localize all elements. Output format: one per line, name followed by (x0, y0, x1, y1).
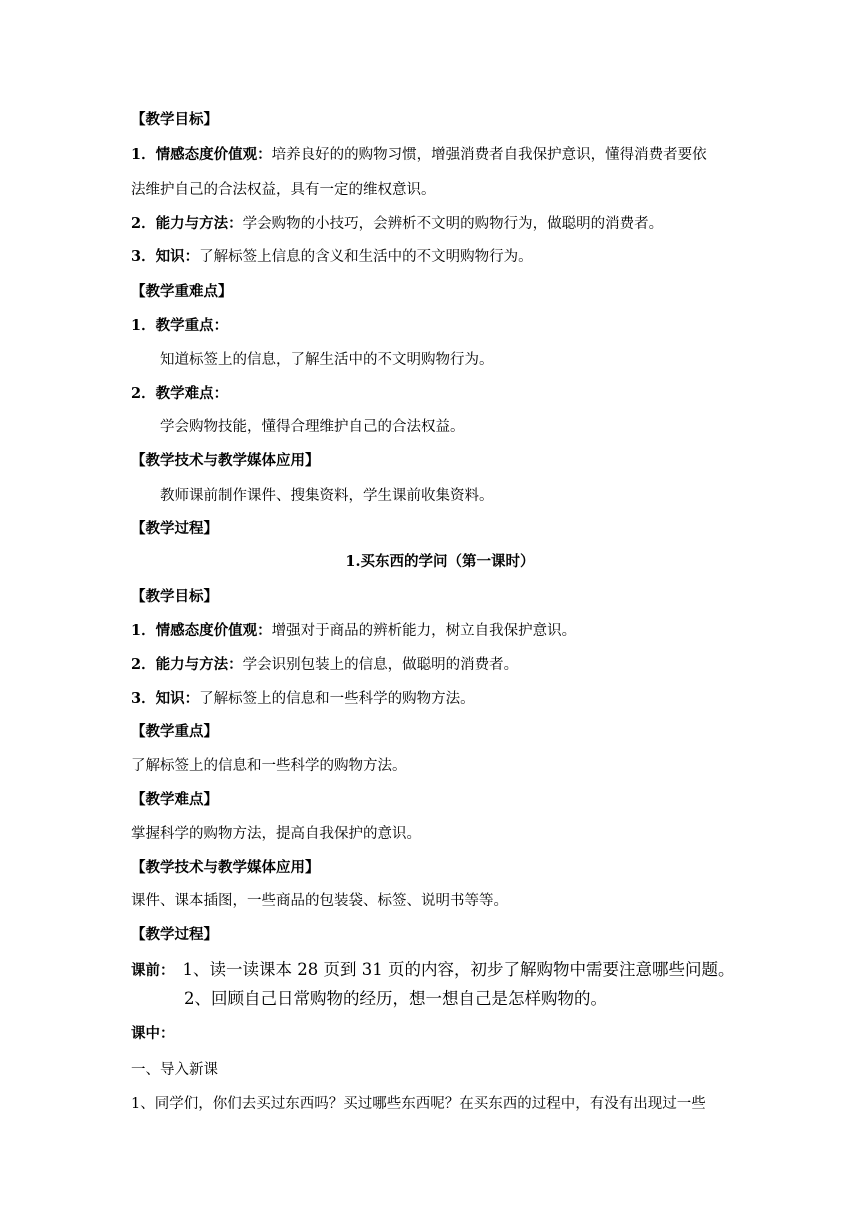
body-text: 教师课前制作课件、搜集资料，学生课前收集资料。 (160, 488, 494, 504)
goal-1-text-cont: 法维护自己的合法权益，具有一定的维权意识。 (131, 182, 436, 198)
section-heading-media-2 (131, 858, 320, 878)
intro-heading (131, 1060, 218, 1080)
heading-text: 【教学目标】 (131, 588, 218, 605)
key-point-2-label (131, 384, 228, 404)
label-text: 1．教学重点： (131, 317, 229, 334)
body-text: 知道标签上的信息，了解生活中的不文明购物行为。 (160, 352, 494, 368)
in-class-label (131, 1024, 175, 1044)
heading-text: 【教学重点】 (131, 723, 218, 740)
lesson-goal-3-label: 3．知识： (131, 690, 200, 707)
key-point-1-label (131, 316, 228, 336)
goal-2 (131, 214, 663, 234)
heading-text: 【教学过程】 (131, 926, 218, 943)
lesson-goal-3-text: 了解标签上的信息和一些科学的购物方法。 (199, 691, 475, 707)
pre-class-1-text: 1、读一读课本 28 页到 31 页的内容，初步了解购物中需要注意哪些问题。 (182, 960, 735, 979)
lesson-goal-1-label: 1．情感态度价值观： (131, 622, 272, 639)
lesson-title (0, 552, 860, 572)
section-heading-process-2 (131, 925, 218, 945)
heading-text: 【教学过程】 (131, 520, 218, 537)
pre-class-label: 课前： (131, 962, 175, 979)
heading-text: 【教学重难点】 (131, 283, 233, 300)
body-text: 了解标签上的信息和一些科学的购物方法。 (131, 758, 407, 774)
label-text: 2．教学难点： (131, 385, 229, 402)
goal-1-label: 1．情感态度价值观： (131, 146, 272, 163)
lesson-goal-1 (131, 621, 576, 641)
goal-1-text: 培养良好的的购物习惯，增强消费者自我保护意识，懂得消费者要依 (271, 147, 707, 163)
heading-text: 【教学难点】 (131, 791, 218, 808)
pre-class-1 (131, 960, 734, 981)
section-heading-focus (131, 722, 218, 742)
heading-text: 【教学技术与教学媒体应用】 (131, 452, 320, 469)
question-1 (131, 1094, 706, 1114)
lesson-goal-2 (131, 655, 518, 675)
section-heading-key-points (131, 282, 233, 302)
lesson-goal-1-text: 增强对于商品的辨析能力，树立自我保护意识。 (271, 623, 577, 639)
pre-class-2 (184, 989, 607, 1009)
media-text-2 (131, 891, 508, 911)
goal-3-text: 了解标签上信息的含义和生活中的不文明购物行为。 (199, 249, 533, 265)
body-text: 课件、课本插图，一些商品的包装袋、标签、说明书等等。 (131, 893, 508, 909)
goal-1-line-1 (131, 145, 707, 165)
key-point-2-text (160, 417, 465, 437)
section-heading-goals (131, 110, 218, 130)
lesson-goal-2-text: 学会识别包装上的信息，做聪明的消费者。 (242, 657, 519, 673)
heading-text: 【教学目标】 (131, 111, 218, 128)
body-text: 学会购物技能，懂得合理维护自己的合法权益。 (160, 419, 465, 435)
section-heading-process (131, 519, 218, 539)
focus-text (131, 756, 407, 776)
goal-1-line-2 (131, 180, 436, 200)
body-text: 掌握科学的购物方法，提高自我保护的意识。 (131, 826, 421, 842)
goal-3-label: 3．知识： (131, 248, 200, 265)
section-heading-difficulty (131, 790, 218, 810)
body-text: 1、同学们，你们去买过东西吗？买过哪些东西呢？在买东西的过程中，有没有出现过一些 (131, 1096, 706, 1112)
key-point-1-text (160, 350, 494, 370)
difficulty-text (131, 824, 421, 844)
label-text: 课中： (131, 1025, 175, 1042)
section-heading-media (131, 451, 320, 471)
goal-3 (131, 247, 533, 267)
heading-text: 【教学技术与教学媒体应用】 (131, 859, 320, 876)
lesson-goal-2-label: 2．能力与方法： (131, 656, 243, 673)
media-text (160, 486, 494, 506)
section-heading-goals-2 (131, 587, 218, 607)
goal-2-label: 2．能力与方法： (131, 215, 243, 232)
title-text: 1.买东西的学问（第一课时） (345, 553, 535, 570)
body-text: 2、回顾自己日常购物的经历，想一想自己是怎样购物的。 (184, 989, 607, 1008)
body-text: 一、导入新课 (131, 1062, 218, 1078)
lesson-goal-3 (131, 689, 475, 709)
goal-2-text: 学会购物的小技巧，会辨析不文明的购物行为，做聪明的消费者。 (242, 216, 664, 232)
